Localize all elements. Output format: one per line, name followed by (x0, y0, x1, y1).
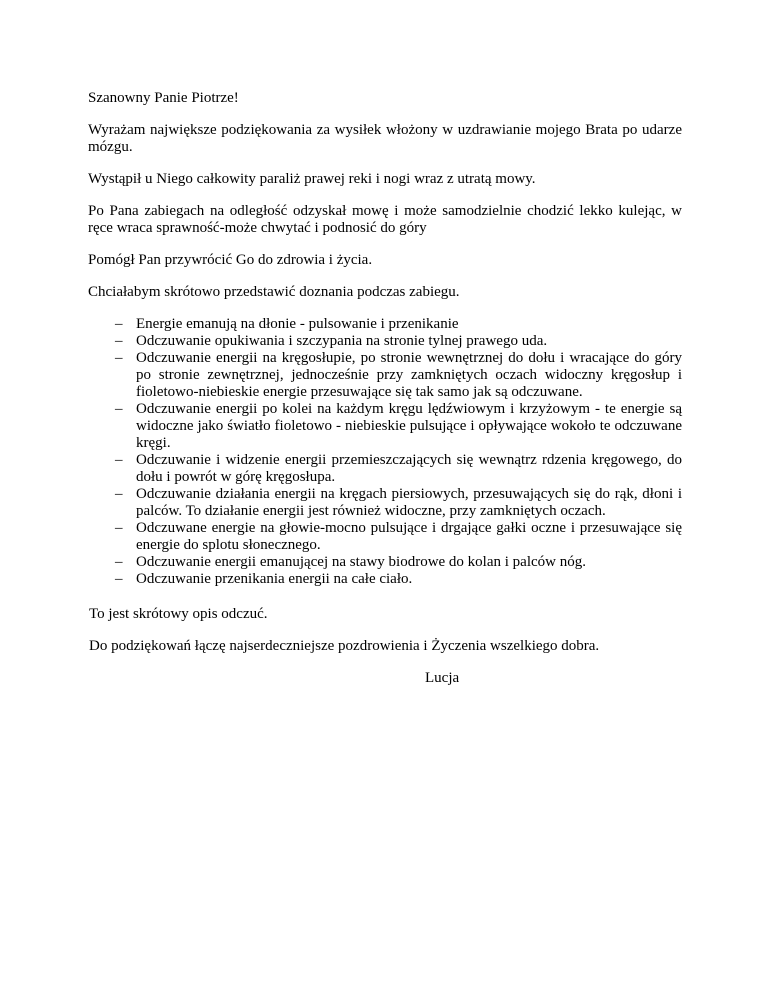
dash-bullet: – (115, 333, 123, 349)
paragraph-gratitude: Pomógł Pan przywrócić Go do zdrowia i życia. (88, 252, 373, 268)
list-item-text: Odczuwanie energii po kolei na każdym kręgu lędźwiowym i krzyżowym - te energie są widoczne jako światło fioletowo - niebieskie pulsujące i opływające wokoło te odczuwane kręgi. (136, 401, 682, 451)
list-item-text: Odczuwanie energii emanującej na stawy biodrowe do kolan i palców nóg. (136, 554, 586, 570)
dash-bullet: – (115, 571, 123, 587)
list-item (88, 316, 682, 333)
experience-list (88, 316, 682, 588)
dash-bullet: – (115, 401, 123, 417)
paragraph-condition: Wystąpił u Niego całkowity paraliż prawej reki i nogi wraz z utratą mowy. (88, 171, 536, 187)
list-item (88, 401, 682, 452)
list-item (88, 520, 682, 554)
salutation: Szanowny Panie Piotrze! (88, 90, 239, 106)
list-item-text: Odczuwane energie na głowie-mocno pulsujące i drgające gałki oczne i przesuwające się energie do splotu słonecznego. (136, 520, 682, 553)
list-item-text: Odczuwanie i widzenie energii przemieszczających się wewnątrz rdzenia kręgowego, do dołu i powrót w górę kręgosłupa. (136, 452, 682, 485)
list-item-text: Odczuwanie opukiwania i szczypania na stronie tylnej prawego uda. (136, 333, 548, 349)
dash-bullet: – (115, 316, 123, 332)
paragraph-progress: Po Pana zabiegach na odległość odzyskał mowę i może samodzielnie chodzić lekko kulejąc, w ręce wraca sprawność-może chwytać i podnosić do góry (88, 203, 682, 236)
list-item (88, 452, 682, 486)
list-item (88, 333, 682, 350)
paragraph-intro: Chciałabym skrótowo przedstawić doznania podczas zabiegu. (88, 284, 460, 300)
dash-bullet: – (115, 486, 123, 502)
dash-bullet: – (115, 350, 123, 366)
list-item (88, 571, 682, 588)
summary-line: To jest skrótowy opis odczuć. (89, 606, 268, 622)
list-item (88, 486, 682, 520)
list-item-text: Energie emanują na dłonie - pulsowanie i przenikanie (136, 316, 459, 332)
closing-line: Do podziękowań łączę najserdeczniejsze pozdrowienia i Życzenia wszelkiego dobra. (89, 638, 600, 654)
letter-page (88, 90, 682, 687)
list-item-text: Odczuwanie przenikania energii na całe ciało. (136, 571, 413, 587)
dash-bullet: – (115, 520, 123, 536)
list-item (88, 554, 682, 571)
dash-bullet: – (115, 452, 123, 468)
paragraph-thanks: Wyrażam największe podziękowania za wysiłek włożony w uzdrawianie mojego Brata po udarze mózgu. (88, 122, 682, 155)
list-item (88, 350, 682, 401)
signature: Lucja (425, 670, 460, 686)
list-item-text: Odczuwanie działania energii na kręgach piersiowych, przesuwających się do rąk, dłoni i palców. To działanie energii jest również widoczne, przy zamkniętych oczach. (136, 486, 682, 519)
list-item-text: Odczuwanie energii na kręgosłupie, po stronie wewnętrznej do dołu i wracające do góry po stronie zewnętrznej, jednocześnie przy zamkniętych oczach widoczny kręgosłup i fioletowo-niebieskie energie przesuwające się tak samo jak są odczuwane. (136, 350, 682, 400)
dash-bullet: – (115, 554, 123, 570)
